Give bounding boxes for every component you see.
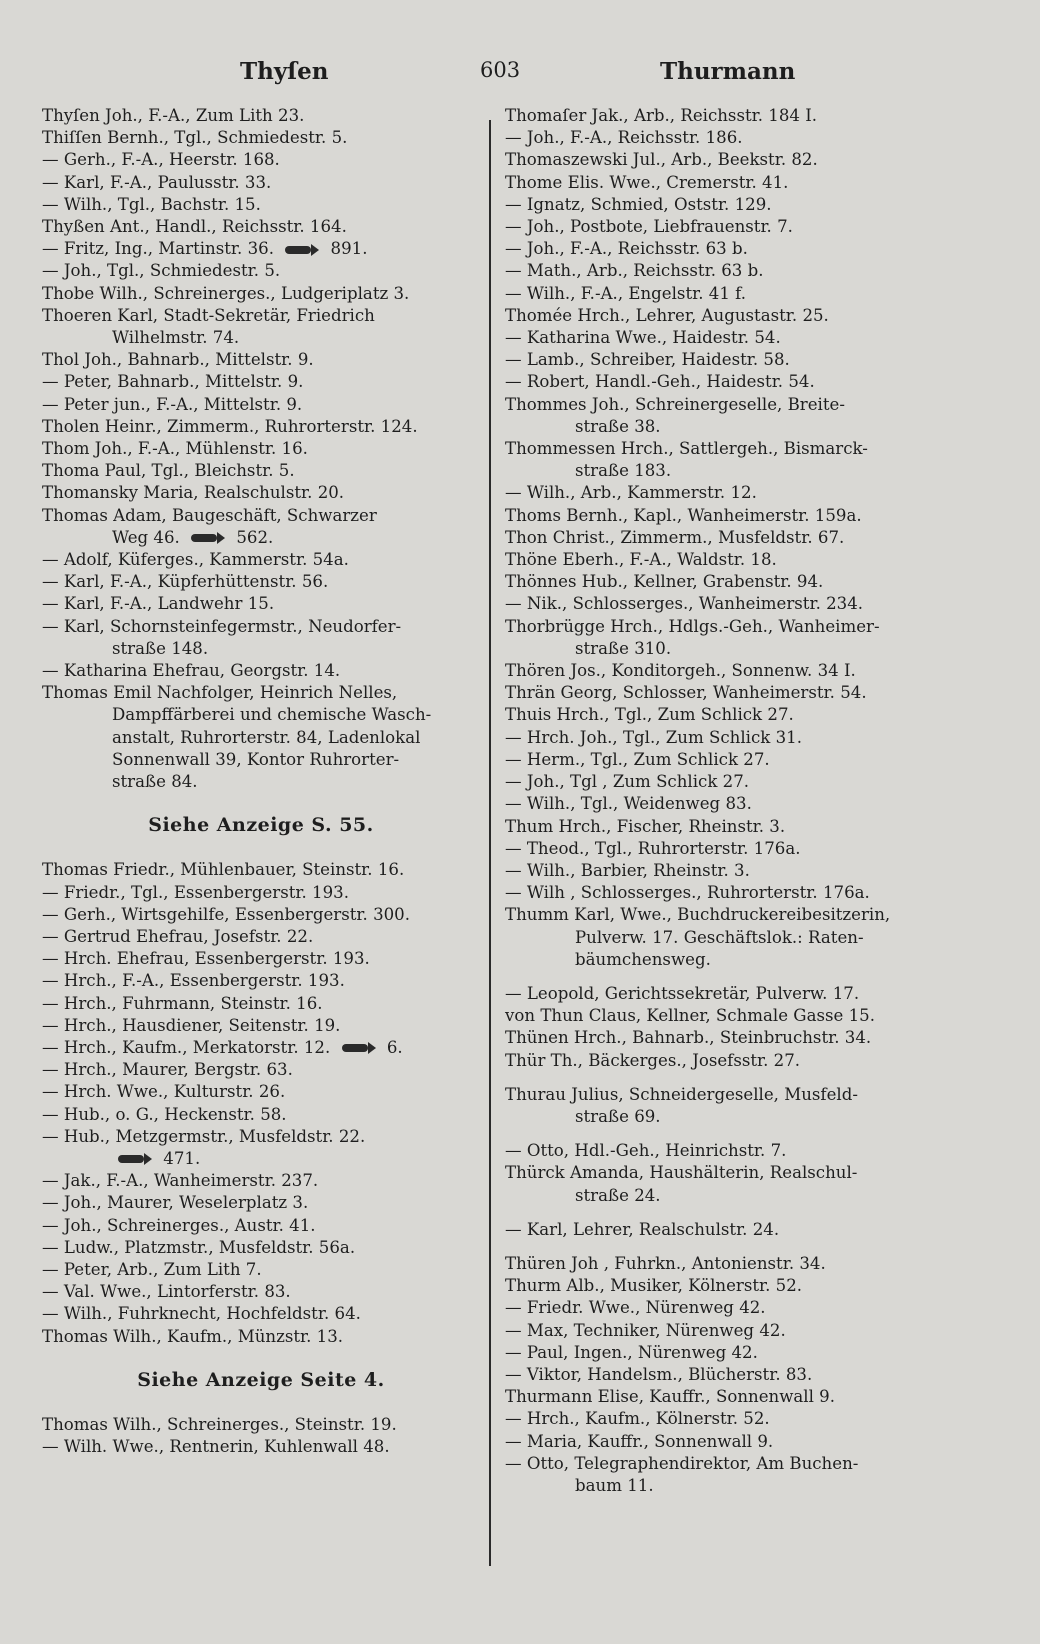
entry: Thurau Julius, Schneidergeselle, Musfeld-	[505, 1084, 858, 1104]
telephone-icon	[342, 1042, 376, 1054]
entry: — Karl, Schornsteinfegermstr., Neudorfer-	[42, 616, 402, 636]
phone-number: 471.	[163, 1148, 201, 1168]
column-divider	[489, 120, 491, 1566]
entry: — Paul, Ingen., Nürenweg 42.	[505, 1342, 758, 1362]
entry: Thomas Friedr., Mühlenbauer, Steinstr. 16.	[42, 860, 405, 880]
entry-continuation: Weg 46.	[112, 527, 180, 547]
entry: — Leopold, Gerichtssekretär, Pulverw. 17.	[505, 983, 860, 1003]
phone-number: 6.	[386, 1037, 403, 1057]
entry: Thören Jos., Konditorgeh., Sonnenw. 34 I.	[505, 661, 856, 681]
header-right-keyword: Thurmann	[660, 58, 796, 85]
entry-continuation: Pulverw. 17. Geschäftslok.: Raten-	[575, 927, 864, 947]
entry: Thurm Alb., Musiker, Kölnerstr. 52.	[505, 1276, 803, 1296]
entry: — Max, Techniker, Nürenweg 42.	[505, 1320, 786, 1340]
entry: Thomaszewski Jul., Arb., Beekstr. 82.	[505, 150, 818, 170]
entry: — Viktor, Handelsm., Blücherstr. 83.	[505, 1364, 813, 1384]
entry: — Maria, Kauffr., Sonnenwall 9.	[505, 1431, 774, 1451]
telephone-icon	[191, 532, 225, 544]
entry: Thomansky Maria, Realschulstr. 20.	[42, 483, 345, 503]
entry: — Friedr., Tgl., Essenbergerstr. 193.	[42, 882, 350, 902]
entry: — Joh., Schreinerges., Austr. 41.	[42, 1215, 316, 1235]
entry: — Hrch., Maurer, Bergstr. 63.	[42, 1060, 293, 1080]
entry: — Wilh., Fuhrknecht, Hochfeldstr. 64.	[42, 1304, 361, 1324]
entry: — Val. Wwe., Lintorferstr. 83.	[42, 1282, 291, 1302]
entry-text: — Hrch., Kaufm., Merkatorstr. 12.	[42, 1037, 331, 1057]
entry: Thöne Eberh., F.-A., Waldstr. 18.	[505, 550, 777, 570]
entry: — Wilh. Wwe., Rentnerin, Kuhlenwall 48.	[42, 1436, 390, 1456]
entry: Thrän Georg, Schlosser, Wanheimerstr. 54.	[505, 683, 867, 703]
page-header	[40, 58, 990, 92]
entry: — Joh., Postbote, Liebfrauenstr. 7.	[505, 217, 793, 237]
entry-text: — Fritz, Ing., Martinstr. 36.	[42, 239, 274, 259]
entry-continuation: straße 69.	[575, 1106, 661, 1126]
entry: — Katharina Ehefrau, Georgstr. 14.	[42, 661, 341, 681]
entry: Thürck Amanda, Haushälterin, Realschul-	[505, 1163, 858, 1183]
entry: Thyßen Ant., Handl., Reichsstr. 164.	[42, 217, 347, 237]
entry: — Joh., F.-A., Reichsstr. 63 b.	[505, 239, 748, 259]
entry: Thiſſen Bernh., Tgl., Schmiedestr. 5.	[42, 128, 348, 148]
entry: — Wilh., Tgl., Bachstr. 15.	[42, 194, 261, 214]
entry: Thomas Emil Nachfolger, Heinrich Nelles,	[42, 683, 398, 703]
entry-continuation: straße 183.	[575, 461, 672, 481]
entry-continuation: bäumchensweg.	[575, 949, 711, 969]
entry: — Hub., Metzgermstr., Musfeldstr. 22.	[42, 1126, 366, 1146]
entry: Thomas Wilh., Kaufm., Münzstr. 13.	[42, 1326, 344, 1346]
right-column	[505, 105, 945, 1497]
entry: — Otto, Telegraphendirektor, Am Buchen-	[505, 1453, 859, 1473]
telephone-icon	[118, 1153, 152, 1165]
entry: Tholen Heinr., Zimmerm., Ruhrorterstr. 124.	[42, 416, 418, 436]
entry: — Hrch., Fuhrmann, Steinstr. 16.	[42, 993, 323, 1013]
entry: — Karl, F.-A., Paulusstr. 33.	[42, 172, 272, 192]
entry-group	[42, 105, 480, 238]
telephone-icon	[285, 244, 319, 256]
entry: — Hrch., Kaufm., Kölnerstr. 52.	[505, 1409, 770, 1429]
entry: Thomée Hrch., Lehrer, Augustastr. 25.	[505, 305, 829, 325]
entry: — Hub., o. G., Heckenstr. 58.	[42, 1104, 287, 1124]
entry-continuation: straße 310.	[575, 638, 672, 658]
entry-continuation: baum 11.	[575, 1475, 654, 1495]
spacer	[505, 971, 945, 983]
entry: — Katharina Wwe., Haidestr. 54.	[505, 328, 781, 348]
page-number: 603	[480, 58, 521, 82]
phone-number: 891.	[330, 239, 368, 259]
entry: Thüren Joh , Fuhrkn., Antonienstr. 34.	[505, 1253, 826, 1273]
entry: — Adolf, Küferges., Kammerstr. 54a.	[42, 550, 349, 570]
entry: — Lamb., Schreiber, Haidestr. 58.	[505, 350, 790, 370]
entry: — Karl, Lehrer, Realschulstr. 24.	[505, 1219, 780, 1239]
entry: — Ignatz, Schmied, Oststr. 129.	[505, 194, 772, 214]
entry: Thurmann Elise, Kauffr., Sonnenwall 9.	[505, 1387, 836, 1407]
entry: Thomas Wilh., Schreinerges., Steinstr. 19.	[42, 1414, 397, 1434]
entry: — Joh., Tgl., Schmiedestr. 5.	[42, 261, 281, 281]
entry: — Hrch., F.-A., Essenbergerstr. 193.	[42, 971, 345, 991]
entry-continuation: straße 84.	[112, 772, 198, 792]
entry: — Hrch. Wwe., Kulturstr. 26.	[42, 1082, 286, 1102]
entry: Thumm Karl, Wwe., Buchdruckereibesitzerin,	[505, 905, 891, 925]
entry: — Peter, Arb., Zum Lith 7.	[42, 1259, 262, 1279]
entry: Thomaſer Jak., Arb., Reichsstr. 184 I.	[505, 106, 818, 125]
entry-continuation: straße 148.	[112, 638, 209, 658]
entry: Thommes Joh., Schreinergeselle, Breite-	[505, 394, 845, 414]
left-column	[42, 105, 480, 1458]
entry-with-phone	[42, 527, 480, 549]
entry: — Otto, Hdl.-Geh., Heinrichstr. 7.	[505, 1141, 787, 1161]
entry-continuation: Sonnenwall 39, Kontor Ruhrorter-	[112, 749, 400, 769]
entry-with-phone	[42, 238, 480, 260]
entry: — Herm., Tgl., Zum Schlick 27.	[505, 749, 770, 769]
entry: — Karl, F.-A., Küpferhüttenstr. 56.	[42, 572, 329, 592]
entry: Thyſen Joh., F.-A., Zum Lith 23.	[42, 106, 305, 125]
entry: Thon Christ., Zimmerm., Musfeldstr. 67.	[505, 527, 845, 547]
entry: Thommessen Hrch., Sattlergeh., Bismarck-	[505, 439, 868, 459]
entry: — Nik., Schlosserges., Wanheimerstr. 234.	[505, 594, 864, 614]
entry: Thol Joh., Bahnarb., Mittelstr. 9.	[42, 350, 314, 370]
entry: — Peter, Bahnarb., Mittelstr. 9.	[42, 372, 304, 392]
entry: — Ludw., Platzmstr., Musfeldstr. 56a.	[42, 1237, 356, 1257]
phone-number: 562.	[236, 527, 274, 547]
entry-continuation: Dampffärberei und chemische Wasch-	[112, 705, 432, 725]
entry-continuation: Wilhelmstr. 74.	[112, 328, 240, 348]
entry: — Wilh., Tgl., Weidenweg 83.	[505, 794, 752, 814]
entry: Thoms Bernh., Kapl., Wanheimerstr. 159a.	[505, 505, 862, 525]
entry-continuation: anstalt, Ruhrorterstr. 84, Ladenlokal	[112, 727, 421, 747]
entry: — Joh., F.-A., Reichsstr. 186.	[505, 128, 743, 148]
entry: — Wilh., Arb., Kammerstr. 12.	[505, 483, 757, 503]
spacer	[505, 1072, 945, 1084]
entry: — Gertrud Ehefrau, Josefstr. 22.	[42, 926, 314, 946]
spacer	[505, 1207, 945, 1219]
entry: — Hrch., Hausdiener, Seitenstr. 19.	[42, 1015, 341, 1035]
entry: — Wilh., F.-A., Engelstr. 41 f.	[505, 283, 746, 303]
entry: — Theod., Tgl., Ruhrorterstr. 176a.	[505, 838, 801, 858]
entry: — Joh., Maurer, Weselerplatz 3.	[42, 1193, 309, 1213]
advertisement-reference: Siehe Anzeige S. 55.	[148, 814, 374, 837]
entry-continuation: straße 38.	[575, 416, 661, 436]
entry: — Hrch. Joh., Tgl., Zum Schlick 31.	[505, 727, 802, 747]
entry: — Jak., F.-A., Wanheimerstr. 237.	[42, 1171, 319, 1191]
entry: Thum Hrch., Fischer, Rheinstr. 3.	[505, 816, 786, 836]
entry: Thobe Wilh., Schreinerges., Ludgeriplatz 3.	[42, 283, 410, 303]
entry: — Friedr. Wwe., Nürenweg 42.	[505, 1298, 766, 1318]
advertisement-reference: Siehe Anzeige Seite 4.	[137, 1368, 385, 1391]
spacer	[505, 1128, 945, 1140]
entry: Thönnes Hub., Kellner, Grabenstr. 94.	[505, 572, 824, 592]
entry: — Hrch. Ehefrau, Essenbergerstr. 193.	[42, 949, 370, 969]
entry: — Gerh., Wirtsgehilfe, Essenbergerstr. 300.	[42, 904, 411, 924]
entry: Thünen Hrch., Bahnarb., Steinbruchstr. 34.	[505, 1028, 872, 1048]
entry: Thoma Paul, Tgl., Bleichstr. 5.	[42, 461, 295, 481]
entry-continuation: straße 24.	[575, 1185, 661, 1205]
entry: — Gerh., F.-A., Heerstr. 168.	[42, 150, 280, 170]
entry: — Wilh., Barbier, Rheinstr. 3.	[505, 860, 750, 880]
entry: Thuis Hrch., Tgl., Zum Schlick 27.	[505, 705, 794, 725]
entry-with-phone	[42, 1037, 480, 1059]
entry: — Math., Arb., Reichsstr. 63 b.	[505, 261, 764, 281]
entry: Thorbrügge Hrch., Hdlgs.-Geh., Wanheimer-	[505, 616, 880, 636]
entry: von Thun Claus, Kellner, Schmale Gasse 15.	[505, 1006, 875, 1026]
entry: — Joh., Tgl , Zum Schlick 27.	[505, 772, 750, 792]
entry: — Wilh , Schlosserges., Ruhrorterstr. 176a.	[505, 883, 870, 903]
entry: Thome Elis. Wwe., Cremerstr. 41.	[505, 172, 789, 192]
entry: Thoeren Karl, Stadt-Sekretär, Friedrich	[42, 305, 375, 325]
entry: — Karl, F.-A., Landwehr 15.	[42, 594, 275, 614]
entry-with-phone	[42, 1148, 480, 1170]
spacer	[505, 1241, 945, 1253]
entry: Thür Th., Bäckerges., Josefsstr. 27.	[505, 1050, 801, 1070]
header-left-keyword: Thyſen	[240, 58, 329, 85]
entry: — Peter jun., F.-A., Mittelstr. 9.	[42, 394, 303, 414]
entry: — Robert, Handl.-Geh., Haidestr. 54.	[505, 372, 815, 392]
entry: Thomas Adam, Baugeschäft, Schwarzer	[42, 505, 377, 525]
entry: Thom Joh., F.-A., Mühlenstr. 16.	[42, 439, 308, 459]
